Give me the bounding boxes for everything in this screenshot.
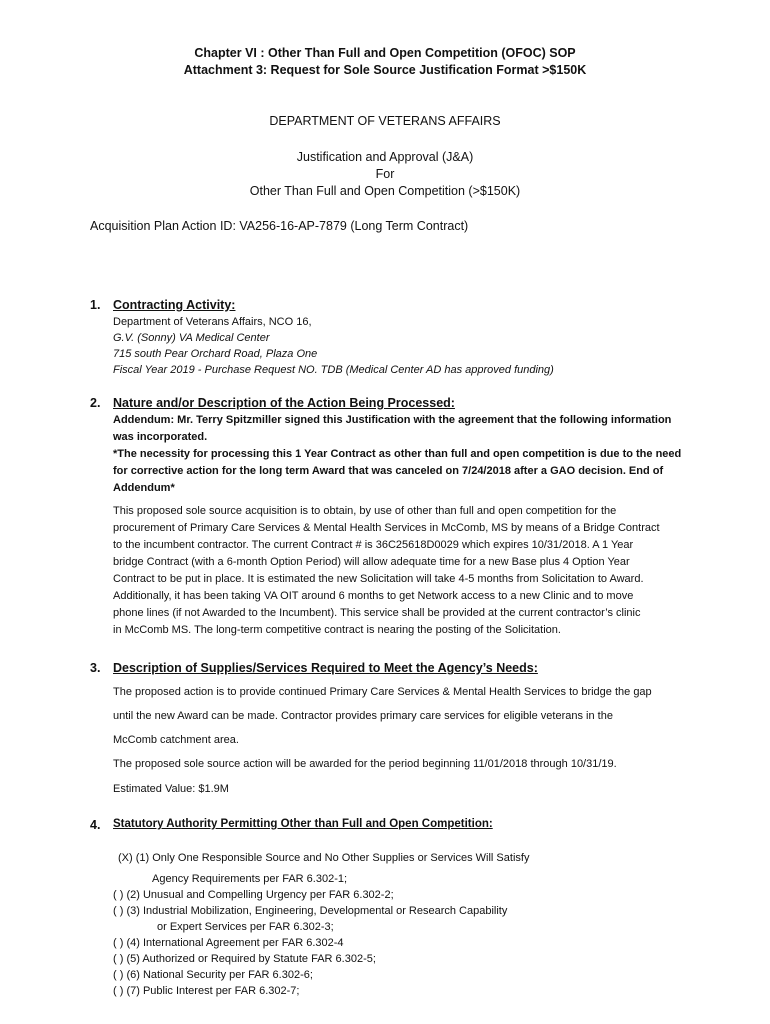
section-4-number: 4. bbox=[90, 818, 101, 832]
section-3-line: The proposed action is to provide continued Primary Care Services & Mental Health Services to bridge the gap bbox=[113, 686, 652, 698]
section-2-heading: Nature and/or Description of the Action Being Processed: bbox=[113, 396, 455, 410]
addendum-line: *The necessity for processing this 1 Year Contract as other than full and open competition is due to the need bbox=[113, 448, 682, 460]
ofoc-title: Other Than Full and Open Competition (>$150K) bbox=[249, 184, 521, 198]
authority-item: ( ) (4) International Agreement per FAR 6.302-4 bbox=[113, 937, 344, 949]
authority-item: ( ) (3) Industrial Mobilization, Engineering, Developmental or Research Capability bbox=[113, 905, 508, 917]
body-line: in McComb MS. The long-term competitive contract is nearing the posting of the Solicitation. bbox=[113, 624, 561, 636]
section-3-line: The proposed sole source action will be awarded for the period beginning 11/01/2018 through 10/31/19. bbox=[113, 758, 617, 770]
body-line: This proposed sole source acquisition is to obtain, by use of other than full and open competition for the bbox=[113, 505, 617, 517]
authority-item: or Expert Services per FAR 6.302-3; bbox=[157, 921, 334, 933]
addendum-line: Addendum* bbox=[113, 482, 175, 494]
addendum-line: Addendum: Mr. Terry Spitzmiller signed this Justification with the agreement that the following information bbox=[113, 414, 672, 426]
section-1-line: Fiscal Year 2019 - Purchase Request NO. TDB (Medical Center AD has approved funding) bbox=[113, 364, 554, 376]
authority-item: ( ) (6) National Security per FAR 6.302-6; bbox=[113, 969, 313, 981]
addendum-line: was incorporated. bbox=[113, 431, 208, 443]
section-3-line: McComb catchment area. bbox=[113, 734, 239, 746]
for-title: For bbox=[375, 167, 395, 181]
section-3-heading: Description of Supplies/Services Required to Meet the Agency’s Needs: bbox=[113, 661, 538, 675]
body-line: procurement of Primary Care Services & Mental Health Services in McComb, MS by means of a Bridge Contract bbox=[113, 522, 660, 534]
authority-item: (X) (1) Only One Responsible Source and No Other Supplies or Services Will Satisfy bbox=[118, 852, 530, 864]
body-line: bridge Contract (with a 6-month Option Period) will allow adequate time for a new Base plus 4 Option Year bbox=[113, 556, 630, 568]
addendum-line: for corrective action for the long term Award that was canceled on 7/24/2018 after a GAO decision. End of bbox=[113, 465, 664, 477]
body-line: phone lines (if not Awarded to the Incumbent). This service shall be provided at the current contractor’s clinic bbox=[113, 607, 641, 619]
section-4-heading: Statutory Authority Permitting Other than Full and Open Competition: bbox=[113, 818, 493, 830]
ja-title: Justification and Approval (J&A) bbox=[296, 150, 474, 164]
authority-item: ( ) (5) Authorized or Required by Statute FAR 6.302-5; bbox=[113, 953, 376, 965]
authority-item: ( ) (2) Unusual and Compelling Urgency per FAR 6.302-2; bbox=[113, 889, 394, 901]
body-line: Additionally, it has been taking VA OIT around 6 months to get Network access to a new Clinic and to move bbox=[113, 590, 634, 602]
header-line-2: Attachment 3: Request for Sole Source Justification Format >$150K bbox=[183, 63, 587, 77]
section-1-line: Department of Veterans Affairs, NCO 16, bbox=[113, 316, 312, 328]
section-1-heading: Contracting Activity: bbox=[113, 298, 236, 312]
section-1-line: 715 south Pear Orchard Road, Plaza One bbox=[113, 348, 318, 360]
department-title: DEPARTMENT OF VETERANS AFFAIRS bbox=[269, 114, 501, 128]
section-1-number: 1. bbox=[90, 298, 101, 312]
acquisition-plan-id: Acquisition Plan Action ID: VA256-16-AP-7879 (Long Term Contract) bbox=[90, 219, 469, 233]
section-2-number: 2. bbox=[90, 396, 101, 410]
body-line: Contract to be put in place. It is estimated the new Solicitation will take 4-5 months from Solicitation to Award. bbox=[113, 573, 644, 585]
authority-item: Agency Requirements per FAR 6.302-1; bbox=[152, 873, 348, 885]
estimated-value: Estimated Value: $1.9M bbox=[113, 783, 229, 795]
authority-item: ( ) (7) Public Interest per FAR 6.302-7; bbox=[113, 985, 300, 997]
header-line-1: Chapter VI : Other Than Full and Open Competition (OFOC) SOP bbox=[194, 46, 576, 60]
section-3-line: until the new Award can be made. Contractor provides primary care services for eligible veterans in the bbox=[113, 710, 613, 722]
section-1-line: G.V. (Sonny) VA Medical Center bbox=[113, 332, 270, 344]
section-3-number: 3. bbox=[90, 661, 101, 675]
body-line: to the incumbent contractor. The current Contract # is 36C25618D0029 which expires 10/31/2018. A 1 Year bbox=[113, 539, 634, 551]
